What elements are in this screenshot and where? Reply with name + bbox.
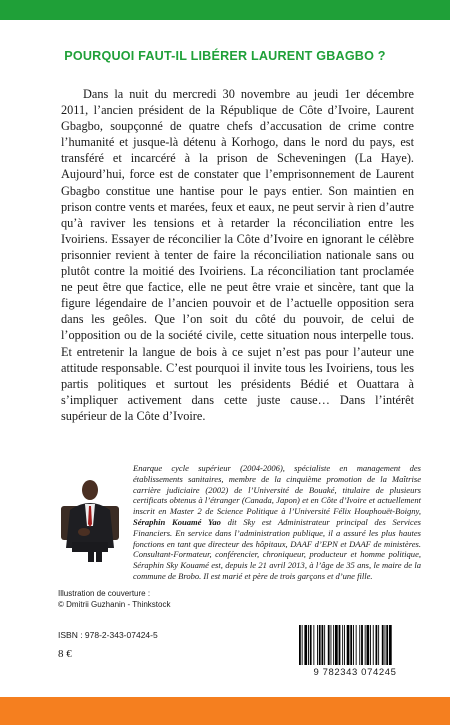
credits-label: Illustration de couverture : [58, 589, 151, 598]
author-name: Séraphin Kouamé Yao [133, 516, 221, 527]
barcode-bars [291, 623, 419, 667]
barcode-lead-digit: 9 [313, 667, 320, 678]
barcode-digits-text: 782343 074245 [322, 667, 397, 678]
author-photo [58, 466, 122, 562]
bio-text-end: dit Sky est Administrateur principal des Services Financiers. En service dans l’administration publique, il a assuré les plus hautes fonctions en tant que directeur des hôpitaux, DAAF d’EPN et DAAF de ministères. Consultant-Formateur, conférencier, chroniqueur, producteur et homme politique, Séraphin Sky Kouamé est, depuis le 21 avril 2013, à l’âge de 35 ans, le maire de la commune de Brobo. Il est marié et père de trois garçons et d’une fille. [133, 516, 421, 581]
bottom-orange-band [0, 697, 450, 725]
credits-copyright: © Dmitrii Guzhanin - Thinkstock [58, 600, 171, 609]
barcode-number [291, 667, 419, 678]
back-cover-blurb: Dans la nuit du mercredi 30 novembre au jeudi 1er décembre 2011, l’ancien président de la République de Côte d’Ivoire, Laurent Gbagbo, soupçonné de quatre chefs d’accusation de crime contre l’humanité et jusque-là détenu à Korhogo, dans le nord du pays, est transféré et incarcéré à la prison de Scheveningen (La Haye). Aujourd’hui, force est de constater que l’emprisonnement de Laurent Gbagbo constitue une hantise pour le pays entier. Son maintien en prison contre vents et marées, feux et eaux, ne peut servir à rien d’autre qu’à raviver les tensions et à retarder la réconciliation entre les Ivoiriens. Essayer de réconcilier la Côte d’Ivoire en ignorant le célèbre prisonnier revient à tenter de faire la réconciliation nationale sans ou plutôt contre la moitié des Ivoiriens. La réconciliation tant proclamée ne peut être que factice, elle ne peut être vraie et sincère, tant que la figure légendaire de l’ancien pouvoir et de l’actuelle opposition sera dans les geôles. Que l’on soit du côté du pouvoir, de celui de l’opposition ou de la société civile, cette situation nous interpelle tous. Et entretenir la langue de bois à ce sujet n’est pas pour l’auteur une attitude responsable. C’est pourquoi il invite tous les Ivoiriens, tous les partis politiques et surtout les présidents Bédié et Ouattara à s’impliquer activement dans cette juste cause… Dans l’intérêt supérieur de la Côte d’Ivoire. [61, 87, 414, 423]
cover-credits [58, 588, 258, 610]
isbn: ISBN : 978-2-343-07424-5 [58, 630, 158, 640]
author-bio [133, 463, 421, 582]
top-green-band [0, 0, 450, 20]
bio-text-start: Enarque cycle supérieur (2004-2006), spécialiste en management des établissements sanitaires, membre de la cinquième promotion de la Maîtrise carrière judiciaire (2002) de l’Université de Bouaké, titulaire de plusieurs certificats obtenus à l’étranger (Canada, Japon) et en Côte d’Ivoire et actuellement inscrit en Master 2 de Science Politique à l’Université Félix Houphouët-Boigny, [133, 463, 421, 517]
page-title: POURQUOI FAUT-IL LIBÉRER LAURENT GBAGBO ? [64, 49, 386, 63]
price: 8 € [58, 648, 72, 660]
